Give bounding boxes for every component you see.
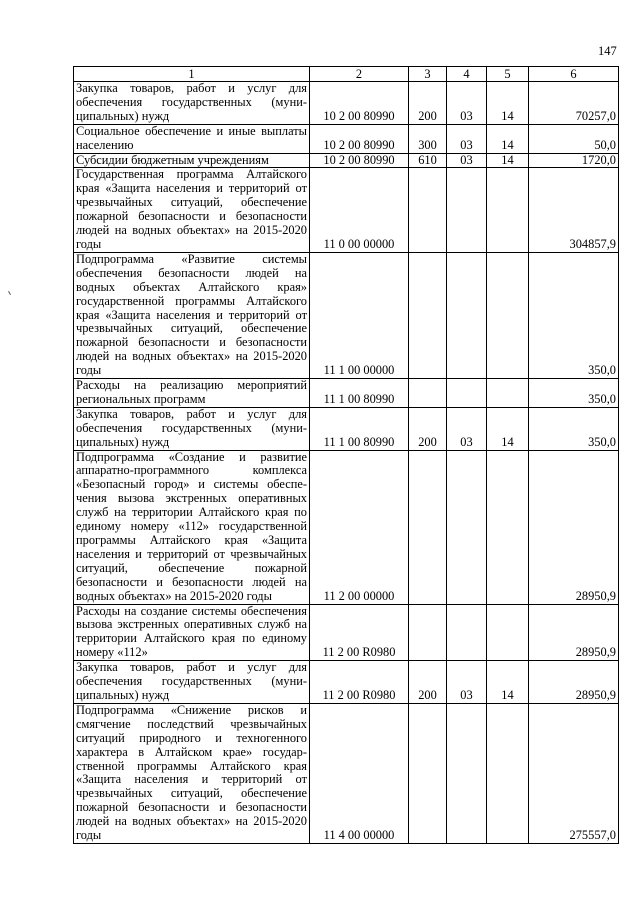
row-amount: 350,0 xyxy=(529,379,619,408)
table-body xyxy=(74,82,619,844)
row-code: 11 4 00 00000 xyxy=(310,703,409,843)
row-description: Подпрограмма «Снижение рисков и смягчение последствий чрезвычайных ситуаций природного и техногенного характера в Алтайском крае» государственной программы Алтайского края «Защита населения и территорий от чрезвычайных ситуаций, обеспечение пожарной безопасности и безопасности людей на водных объектах» на 2015-2020 годы xyxy=(74,703,310,843)
row-subsection xyxy=(487,604,529,661)
row-code: 11 1 00 80990 xyxy=(310,407,409,450)
row-expense-type xyxy=(409,703,447,843)
row-amount: 304857,9 xyxy=(529,168,619,252)
row-expense-type: 200 xyxy=(409,82,447,125)
row-amount: 70257,0 xyxy=(529,82,619,125)
row-description: Подпрограмма «Создание и развитие аппаратно-программного комплекса «Безопасный город» и системы обеспечения вызова экстренных оперативных служб на территории Алтайского края по единому номеру «112» государственной программы Алтайского края «Защита населения и территорий от чрезвычайных ситуаций, обеспечение пожарной безопасности и безопасности людей на водных объектах» на 2015-2020 годы xyxy=(74,450,310,604)
row-expense-type: 200 xyxy=(409,661,447,704)
row-amount: 28950,9 xyxy=(529,450,619,604)
row-expense-type: 300 xyxy=(409,124,447,153)
row-amount: 50,0 xyxy=(529,124,619,153)
column-header: 2 xyxy=(310,67,409,82)
row-description: Социальное обеспечение и иные выплаты населению xyxy=(74,124,310,153)
row-section: 03 xyxy=(447,82,487,125)
row-section xyxy=(447,450,487,604)
row-subsection xyxy=(487,168,529,252)
row-code: 11 2 00 00000 xyxy=(310,450,409,604)
row-section: 03 xyxy=(447,661,487,704)
row-section: 03 xyxy=(447,124,487,153)
row-amount: 275557,0 xyxy=(529,703,619,843)
row-expense-type xyxy=(409,604,447,661)
row-amount: 350,0 xyxy=(529,407,619,450)
row-subsection: 14 xyxy=(487,82,529,125)
row-expense-type xyxy=(409,450,447,604)
row-code: 11 2 00 R0980 xyxy=(310,604,409,661)
stray-mark xyxy=(8,291,11,295)
row-code: 10 2 00 80990 xyxy=(310,153,409,168)
row-subsection: 14 xyxy=(487,124,529,153)
column-header: 5 xyxy=(487,67,529,82)
row-description: Подпрограмма «Развитие системы обеспечения безопасности людей на водных объектах Алтайского края» государственной программы Алтайского края «Защита населения и территорий от чрезвычайных ситуаций, обеспечение пожарной безопасности и безопасности людей на водных объектах» на 2015-2020 годы xyxy=(74,252,310,378)
table-row xyxy=(74,168,619,252)
table-row xyxy=(74,124,619,153)
row-amount: 1720,0 xyxy=(529,153,619,168)
column-header: 4 xyxy=(447,67,487,82)
row-description: Закупка товаров, работ и услуг для обеспечения государственных (муниципальных) нужд xyxy=(74,661,310,704)
row-code: 11 0 00 00000 xyxy=(310,168,409,252)
column-header: 1 xyxy=(74,67,310,82)
row-description: Государственная программа Алтайского края «Защита населения и территорий от чрезвычайных ситуаций, обеспечение пожарной безопасности и безопасности людей на водных объектах» на 2015-2020 годы xyxy=(74,168,310,252)
table-row xyxy=(74,450,619,604)
row-expense-type: 200 xyxy=(409,407,447,450)
row-code: 11 1 00 00000 xyxy=(310,252,409,378)
table-row xyxy=(74,252,619,378)
table-row xyxy=(74,703,619,843)
row-description: Закупка товаров, работ и услуг для обеспечения государственных (муниципальных) нужд xyxy=(74,82,310,125)
row-expense-type xyxy=(409,379,447,408)
row-expense-type xyxy=(409,252,447,378)
row-description: Субсидии бюджетным учреждениям xyxy=(74,153,310,168)
row-subsection xyxy=(487,450,529,604)
table-row xyxy=(74,82,619,125)
row-description: Закупка товаров, работ и услуг для обеспечения государственных (муниципальных) нужд xyxy=(74,407,310,450)
table-row xyxy=(74,407,619,450)
row-code: 10 2 00 80990 xyxy=(310,124,409,153)
row-code: 11 2 00 R0980 xyxy=(310,661,409,704)
header-row xyxy=(74,67,619,82)
row-expense-type xyxy=(409,168,447,252)
row-section: 03 xyxy=(447,153,487,168)
table-row xyxy=(74,604,619,661)
row-description: Расходы на реализацию мероприятий региональных программ xyxy=(74,379,310,408)
table-row xyxy=(74,661,619,704)
row-code: 11 1 00 80990 xyxy=(310,379,409,408)
row-section xyxy=(447,604,487,661)
row-subsection: 14 xyxy=(487,407,529,450)
row-amount: 350,0 xyxy=(529,252,619,378)
row-subsection: 14 xyxy=(487,661,529,704)
table-row xyxy=(74,153,619,168)
column-header: 3 xyxy=(409,67,447,82)
row-section xyxy=(447,252,487,378)
budget-table xyxy=(73,66,619,844)
row-amount: 28950,9 xyxy=(529,661,619,704)
page-number: 147 xyxy=(598,44,617,58)
row-description: Расходы на создание системы обеспечения вызова экстренных оперативных служб на территории Алтайского края по единому номеру «112» xyxy=(74,604,310,661)
row-subsection xyxy=(487,252,529,378)
row-subsection xyxy=(487,379,529,408)
row-amount: 28950,9 xyxy=(529,604,619,661)
row-section xyxy=(447,168,487,252)
row-section xyxy=(447,703,487,843)
row-expense-type: 610 xyxy=(409,153,447,168)
row-section: 03 xyxy=(447,407,487,450)
row-subsection: 14 xyxy=(487,153,529,168)
row-subsection xyxy=(487,703,529,843)
table-row xyxy=(74,379,619,408)
column-header: 6 xyxy=(529,67,619,82)
row-code: 10 2 00 80990 xyxy=(310,82,409,125)
row-section xyxy=(447,379,487,408)
